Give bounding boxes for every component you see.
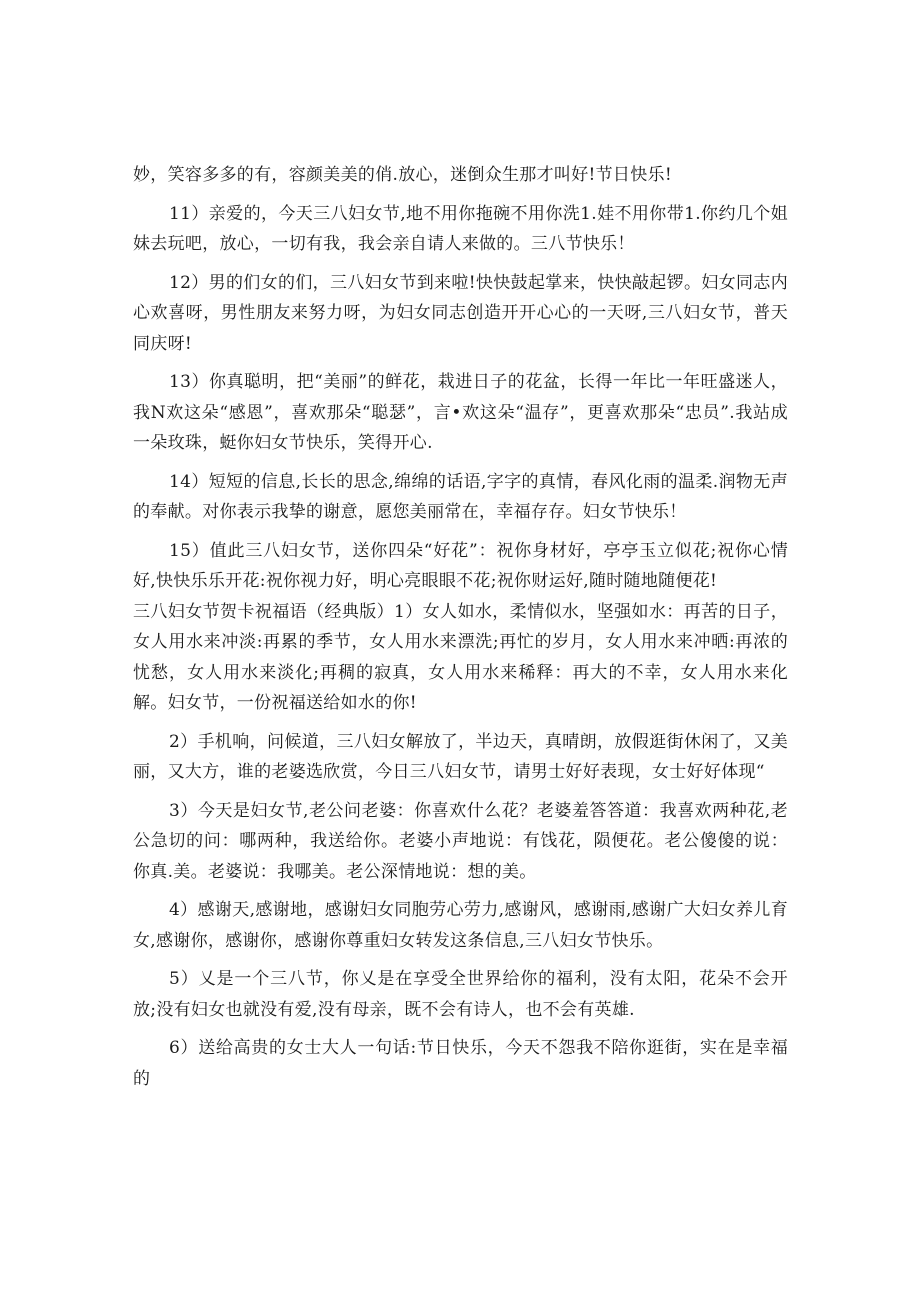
paragraph-3: 3）今天是妇女节,老公问老婆：你喜欢什么花？老婆羞答答道：我喜欢两种花,老公急切的问：哪两种，我送给你。老婆小声地说：有饯花，陨便花。老公傻傻的说：你真.美。老婆说：我哪美。老公深情地说：想的美。	[133, 800, 788, 882]
paragraph-5: 5）乂是一个三八节，你乂是在享受全世界给你的福利，没有太阳，花朵不会开放;没有妇女也就没有爱,没有母亲，既不会有诗人，也不会有英雄.	[133, 969, 788, 1020]
paragraph-14: 14）短短的信息,长长的思念,绵绵的话语,字字的真情，春风化雨的温柔.润物无声的奉献。对你表示我挚的谢意，愿您美丽常在，幸福存存。妇女节快乐！	[133, 471, 788, 522]
paragraph-6: 6）送给高贵的女士大人一句话:节日快乐，今天不怨我不陪你逛街，实在是幸福的	[133, 1038, 788, 1089]
paragraph-2: 2）手机响，问候道，三八妇女解放了，半边天，真晴朗，放假逛街休闲了，又美丽，又大方，谁的老婆选欣赏，今日三八妇女节，请男士好好表现，女士好好体现“	[133, 731, 788, 782]
paragraph-12: 12）男的们女的们，三八妇女节到来啦!快快鼓起掌来，快快敲起锣。妇女同志内心欢喜呀，男性朋友来努力呀，为妇女同志创造开开心心的一天呀,三八妇女节，普天同庆呀!	[133, 272, 788, 354]
paragraph-15: 15）值此三八妇女节，送你四朵“好花”：祝你身材好，亭亭玉立似花;祝你心情好,快快乐乐开花:祝你视力好，明心亮眼眼不花;祝你财运好,随时随地随便花!	[133, 540, 788, 591]
paragraph-4: 4）感谢天,感谢地，感谢妇女同胞劳心劳力,感谢风，感谢雨,感谢广大妇女养儿育女,感谢你，感谢你，感谢你尊重妇女转发这条信息,三八妇女节快乐。	[133, 900, 788, 951]
paragraph-0: 妙，笑容多多的有，容颜美美的俏.放心，迷倒众生那才叫好!节日快乐!	[133, 165, 672, 185]
paragraph-11: 11）亲爱的，今天三八妇女节,地不用你拖碗不用你洗1.娃不用你带1.你约几个姐妹去玩吧，放心，一切有我，我会亲自请人来做的。三八节快乐！	[133, 203, 788, 254]
document-page	[133, 160, 788, 1094]
section-heading-paragraph: 三八妇女节贺卡祝福语（经典版）1）女人如水，柔情似水，坚强如水：再苦的日子，女人用水来冲淡:再累的季节，女人用水来漂洗;再忙的岁月，女人用水来冲晒:再浓的忧愁，女人用水来淡化;再稠的寂真，女人用水来稀释：再大的不幸，女人用水来化解。妇女节，一份祝福送给如水的你!	[133, 601, 788, 713]
paragraph-13: 13）你真聪明，把“美丽”的鲜花，栽进日子的花盆，长得一年比一年旺盛迷人，我N欢这朵“感恩”，喜欢那朵“聪瑟”，言•欢这朵“温存”，更喜欢那朵“忠员”.我站成一朵玫珠，蜓你妇女节快乐，笑得开心.	[133, 372, 788, 453]
